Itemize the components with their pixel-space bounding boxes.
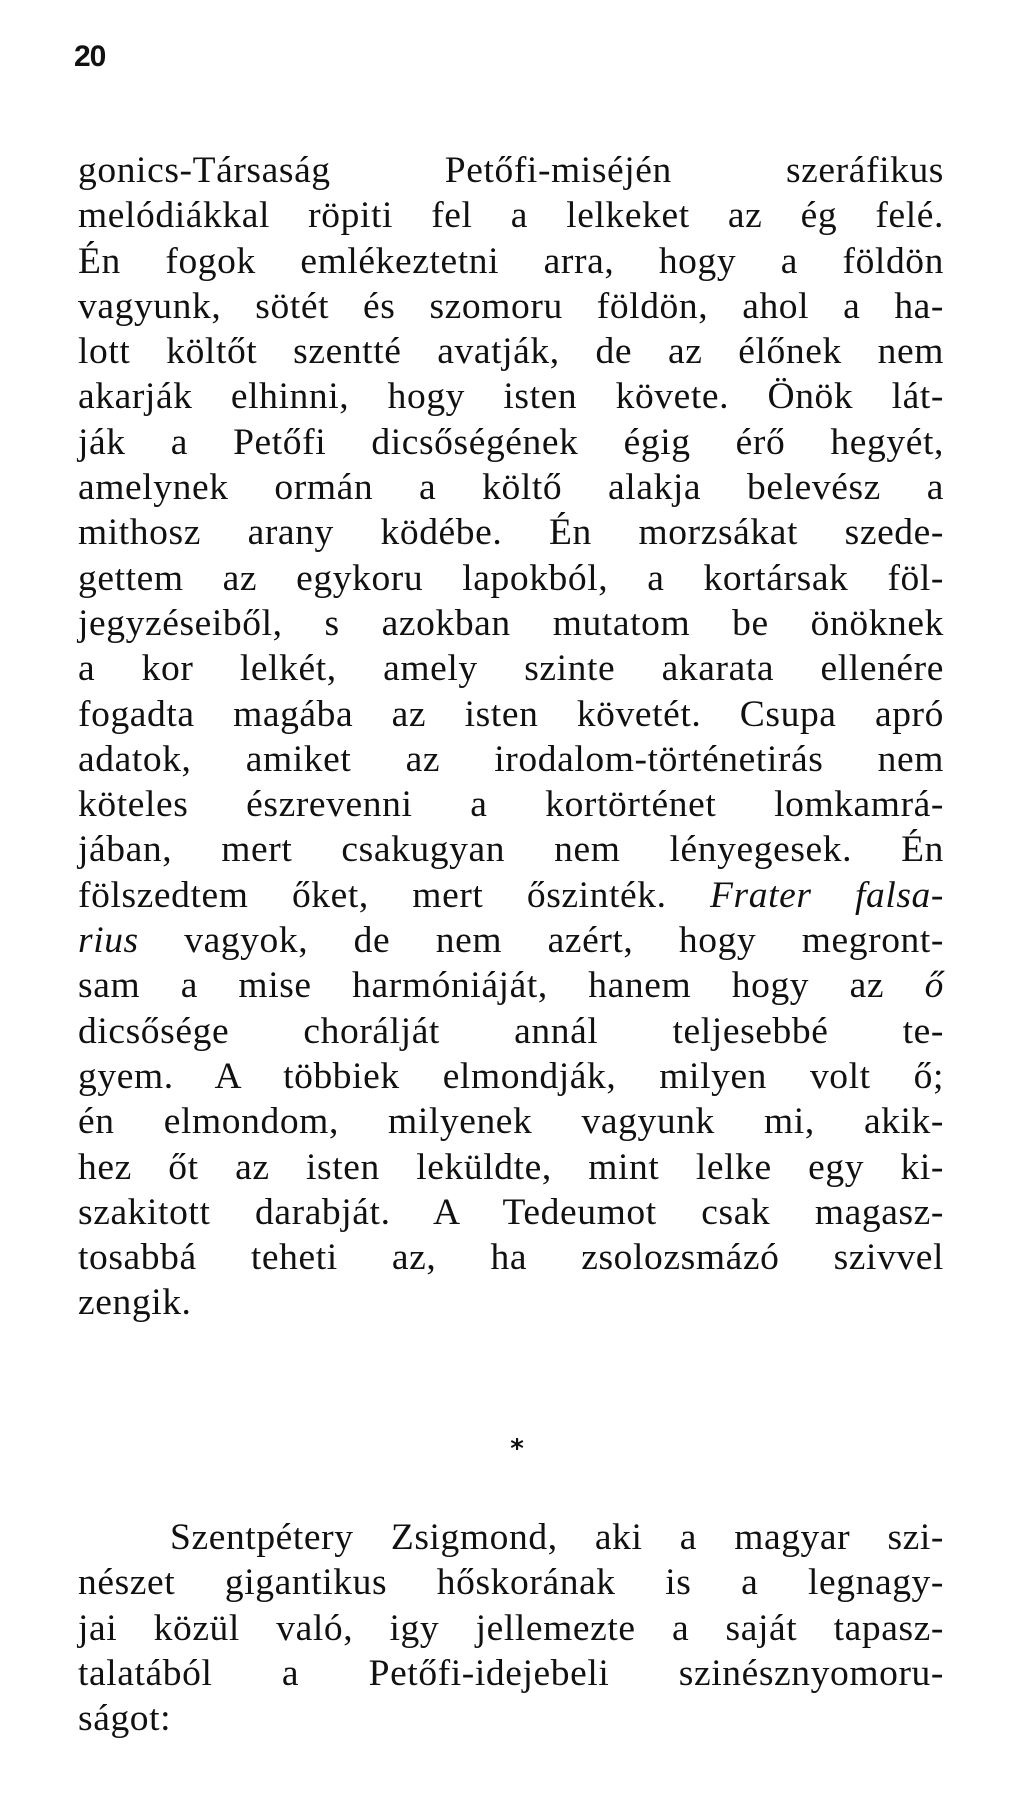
text-line: tosabbá teheti az, ha zsolozsmázó szivvel <box>78 1237 944 1279</box>
italic-term: ő <box>924 965 944 1007</box>
text-line: ják a Petőfi dicsőségének égig érő hegyét, <box>78 421 944 463</box>
text-line: zengik. <box>78 1282 192 1324</box>
section-separator: * <box>510 1434 524 1464</box>
text-line: melódiákkal röpiti fel a lelkeket az ég felé. <box>78 195 944 237</box>
text-line: gyem. A többiek elmondják, milyen volt ő; <box>78 1055 944 1097</box>
text-segment: fölszedtem őket, mert őszinték. <box>78 874 711 916</box>
page-number: 20 <box>74 40 106 73</box>
text-line: adatok, amiket az irodalom-történetirás nem <box>78 738 944 780</box>
text-line: a kor lelkét, amely szinte akarata ellenére <box>78 648 944 690</box>
text-line: Én fogok emlékeztetni arra, hogy a földön <box>78 240 944 282</box>
text-line: nészet gigantikus hőskorának is a legnagy- <box>78 1562 944 1604</box>
text-line: szakitott darabját. A Tedeumot csak magasz- <box>78 1191 944 1233</box>
text-line: jegyzéseiből, s azokban mutatom be önöknek <box>78 602 944 644</box>
text-line: gonics-Társaság Petőfi-miséjén szeráfikus <box>78 150 944 191</box>
text-line: hez őt az isten leküldte, mint lelke egy ki- <box>78 1146 944 1188</box>
text-line: gettem az egykoru lapokból, a kortársak föl- <box>78 557 944 599</box>
text-line: fogadta magába az isten követét. Csupa apró <box>78 693 944 735</box>
text-line: én elmondom, milyenek vagyunk mi, akik- <box>78 1101 944 1143</box>
indented-text: Szentpétery Zsigmond, aki a magyar szi- <box>170 1517 944 1558</box>
text-line: amelynek ormán a költő alakja belevész a <box>78 467 944 509</box>
text-line <box>78 873 944 918</box>
text-segment: vagyok, de nem azért, hogy megront- <box>138 920 944 962</box>
text-line: jában, mert csakugyan nem lényegesek. Én <box>78 829 944 871</box>
text-segment: sam a mise harmóniáját, hanem hogy az <box>78 965 925 1007</box>
italic-term: rius <box>78 920 139 962</box>
italic-term: Frater falsa- <box>710 874 944 916</box>
text-line: lott költőt szentté avatják, de az élőnek nem <box>78 331 944 373</box>
text-line: akarják elhinni, hogy isten követe. Önök lát- <box>78 376 944 418</box>
text-line: mithosz arany ködébe. Én morzsákat szede- <box>78 512 944 554</box>
paragraph-second <box>78 1515 944 1741</box>
text-line: ságot: <box>78 1698 172 1740</box>
text-line <box>78 918 944 963</box>
paragraph-main <box>78 148 944 1326</box>
text-line: köteles észrevenni a kortörténet lomkamrá- <box>78 784 944 826</box>
text-line <box>78 1515 944 1560</box>
text-line: jai közül való, igy jellemezte a saját tapasz- <box>78 1607 944 1649</box>
text-line <box>78 963 944 1008</box>
text-line: dicsősége chorálját annál teljesebbé te- <box>78 1010 944 1052</box>
text-line: talatából a Petőfi-idejebeli szinésznyomoru- <box>78 1652 944 1694</box>
text-line: vagyunk, sötét és szomoru földön, ahol a ha- <box>78 285 944 327</box>
